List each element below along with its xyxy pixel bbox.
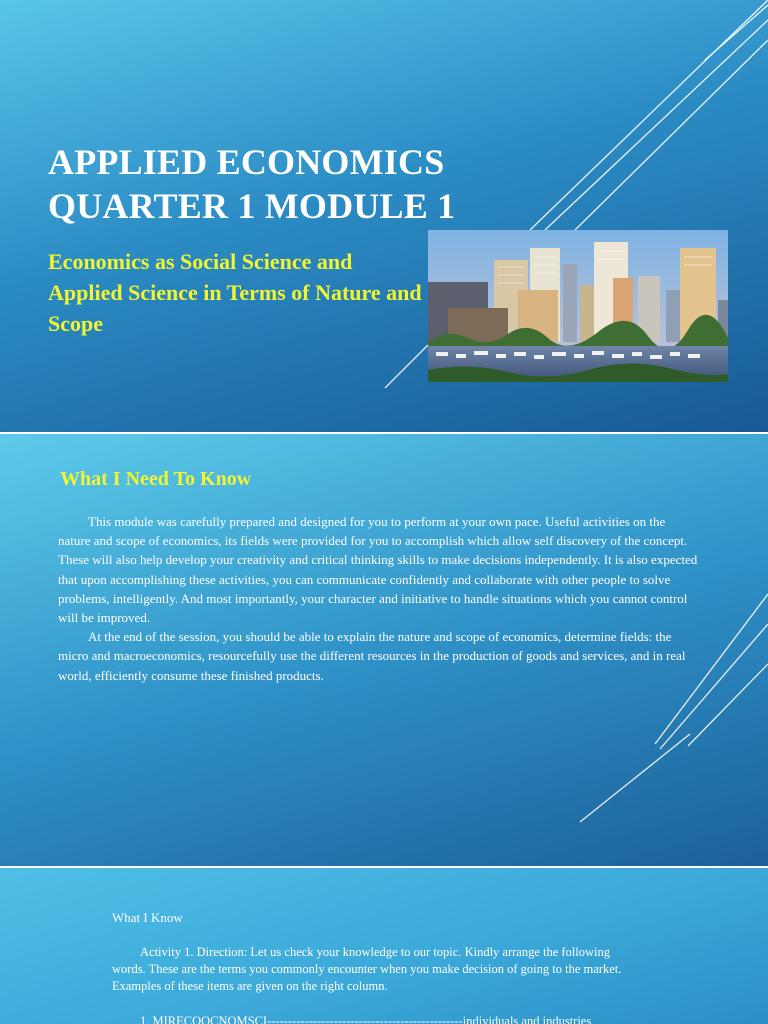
activity-direction <box>112 944 632 995</box>
activity-item: 1. MIRECOOCNOMSCI-----------------------------------------------individuals and industries <box>140 1014 592 1024</box>
page-title <box>48 140 568 228</box>
paragraph-intro: This module was carefully prepared and designed for you to perform at your own pace. Useful activities on the nature and scope of economics, its fields were provided for you to accomplish which allow self discovery of the concept. These will also help develop your creativity and critical thinking skills to make decisions independently. It is also expected that upon accomplishing these activities, you can communicate confidently and collaborate with other people to solve problems, intelligently. And most importantly, your character and initiative to handle situations which you cannot control will be improved. <box>58 514 698 626</box>
what-i-know-slide <box>0 868 768 1024</box>
city-skyline-photo <box>428 230 728 382</box>
section-heading: What I Know <box>112 910 183 925</box>
paragraph-objectives: At the end of the session, you should be able to explain the nature and scope of economics, determine fields: the micro and macroeconomics, resourcefully use the different resources in the production of goods and services, and in real world, efficiently consume these finished products. <box>58 629 686 683</box>
module-description <box>58 512 698 685</box>
subtitle: Economics as Social Science and Applied Science in Terms of Nature and Scope <box>48 249 422 336</box>
title-line-1: APPLIED ECONOMICS <box>48 142 445 182</box>
section-heading: What I Need To Know <box>60 468 252 490</box>
title-line-2: QUARTER 1 MODULE 1 <box>48 186 456 226</box>
title-slide <box>0 0 768 432</box>
activity-paragraph: Activity 1. Direction: Let us check your knowledge to our topic. Kindly arrange the following words. These are the terms you commonly encounter when you make decision of going to the market. Examples of these items are given on the right column. <box>112 945 622 993</box>
what-i-need-to-know-slide <box>0 434 768 866</box>
